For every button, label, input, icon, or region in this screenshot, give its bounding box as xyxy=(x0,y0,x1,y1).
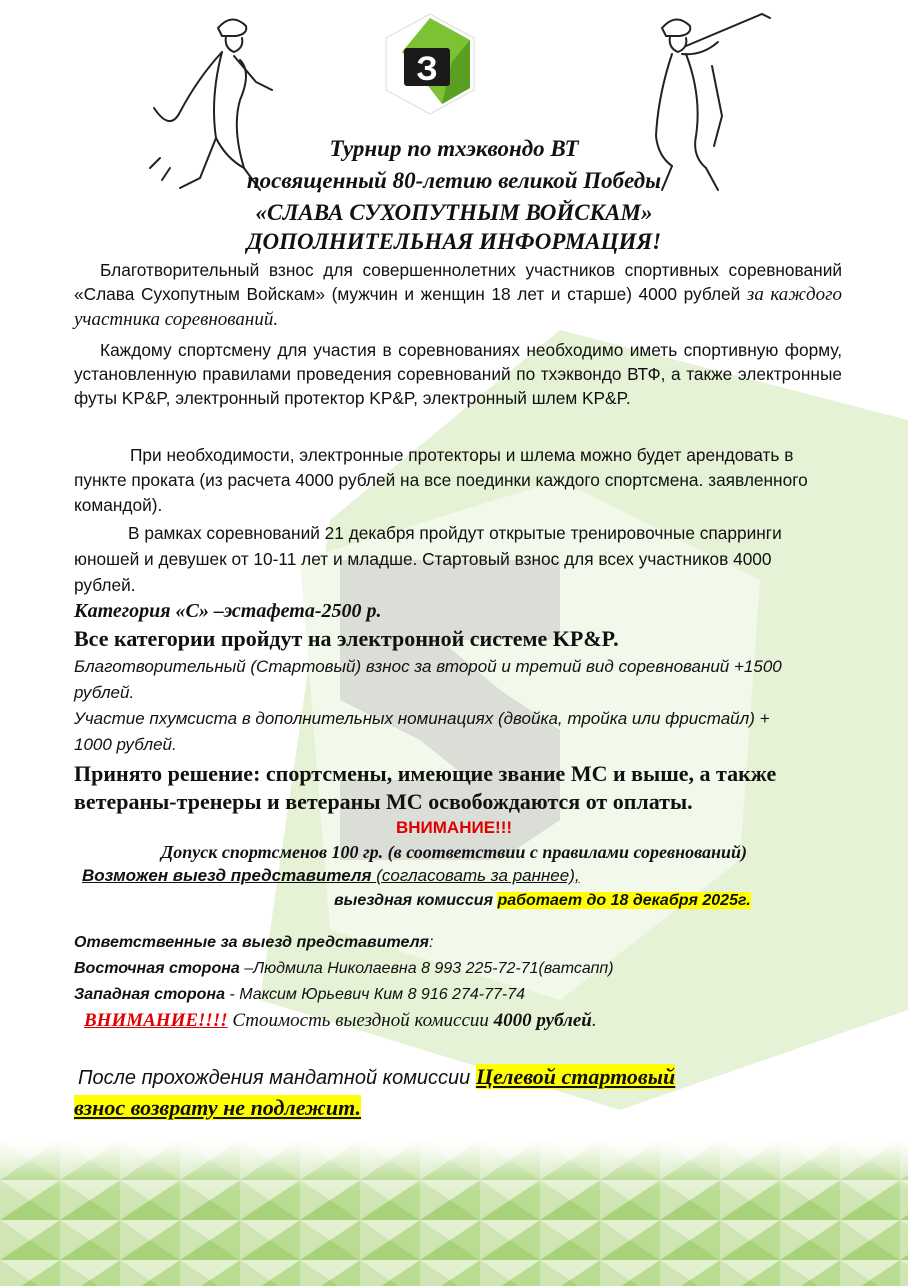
commission-deadline xyxy=(334,892,751,910)
title-line-3: «СЛАВА СУХОПУТНЫМ ВОЙСКАМ» xyxy=(255,200,653,225)
refund-notice-highlight2: взнос возврату не подлежит. xyxy=(74,1095,361,1120)
admission-weight: Допуск спортсменов 100 гр. (в соответствии с правилами соревнований) xyxy=(161,842,747,862)
contact-west-label: Западная сторона xyxy=(74,986,225,1003)
representative-visit-label: Возможен выезд представителя xyxy=(82,866,377,885)
all-categories-system: Все категории пройдут на электронной системе KP&P. xyxy=(74,626,619,651)
commission-cost-value: 4000 рублей xyxy=(493,1010,592,1031)
paragraph-charity-fee-italic: за каждого участника соревнований. xyxy=(74,284,842,330)
paragraph-equipment: Каждому спортсмену для участия в соревнованиях необходимо иметь спортивную форму, установленную правилами проведения соревнований по тхэквондо ВТФ, а также электронные футы KP&P, электронный протектор KP&P, электронный шлем KP&P. xyxy=(74,340,842,408)
commission-cost xyxy=(84,1010,597,1032)
contact-east xyxy=(74,960,614,978)
contacts-heading-text: Ответственные за выезд представителя xyxy=(74,934,429,951)
refund-notice-highlight1: Целевой стартовый xyxy=(475,1064,676,1089)
paragraph-charity-fee xyxy=(74,258,842,332)
fee-second-third: Благотворительный (Стартовый) взнос за второй и третий вид соревнований +1500 рублей. xyxy=(74,657,782,702)
commission-cost-text: Стоимость выездной комиссии xyxy=(227,1010,494,1031)
commission-until: работает до 18 декабря 2025г. xyxy=(497,892,751,909)
refund-notice-line1 xyxy=(78,1064,675,1090)
commission-label: выездная комиссия xyxy=(334,892,498,909)
contact-west-value: - Максим Юрьевич Ким 8 916 274-77-74 xyxy=(224,986,525,1003)
paragraph-rental: При необходимости, электронные протекторы и шлема можно будет арендовать в пункте проката (из расчета 4000 рублей на все поединки каждого спортсмена. заявленного командой). xyxy=(74,445,808,515)
paragraph-charity-fee-text: Благотворительный взнос для совершеннолетних участников спортивных соревнований «Слава Сухопутным Войскам» (мужчин и женщин 18 лет и старше) 4000 рублей xyxy=(74,260,842,304)
poomsae-extra-fee: Участие пхумсиста в дополнительных номинациях (двойка, тройка или фристайл) + 1000 рублей. xyxy=(74,709,770,754)
refund-notice-prefix: После прохождения мандатной комиссии xyxy=(78,1067,476,1089)
decision-exemption: Принято решение: спортсмены, имеющие звание МС и выше, а также ветераны-тренеры и ветераны МС освобождаются от оплаты. xyxy=(74,761,777,814)
tournament-logo xyxy=(382,12,478,116)
paragraph-sparring: В рамках соревнований 21 декабря пройдут открытые тренировочные спарринги юношей и девушек от 10-11 лет и младше. Стартовый взнос для всех участников 4000 рублей. xyxy=(74,523,782,595)
contacts-heading-colon: : xyxy=(428,934,434,951)
commission-cost-end: . xyxy=(591,1010,597,1031)
logo-letter: З xyxy=(416,50,438,88)
title-line-4: ДОПОЛНИТЕЛЬНАЯ ИНФОРМАЦИЯ! xyxy=(246,229,662,254)
attention-heading: ВНИМАНИЕ!!! xyxy=(395,818,513,837)
refund-notice-line2 xyxy=(74,1095,361,1121)
representative-visit xyxy=(82,866,580,886)
contact-east-label: Восточная сторона xyxy=(74,960,240,977)
contacts-heading xyxy=(74,934,433,952)
representative-visit-note: (согласовать за раннее), xyxy=(376,866,580,885)
category-c-relay: Категория «С» –эстафета-2500 р. xyxy=(74,600,382,622)
attention-cost: ВНИМАНИЕ!!!! xyxy=(84,1010,228,1031)
contact-east-value: –Людмила Николаевна 8 993 225-72-71(ватсапп) xyxy=(239,960,614,977)
title-line-2: посвященный 80-летию великой Победы xyxy=(246,168,662,193)
title-line-1: Турнир по тхэквондо ВТ xyxy=(329,136,579,161)
contact-west xyxy=(74,986,525,1004)
